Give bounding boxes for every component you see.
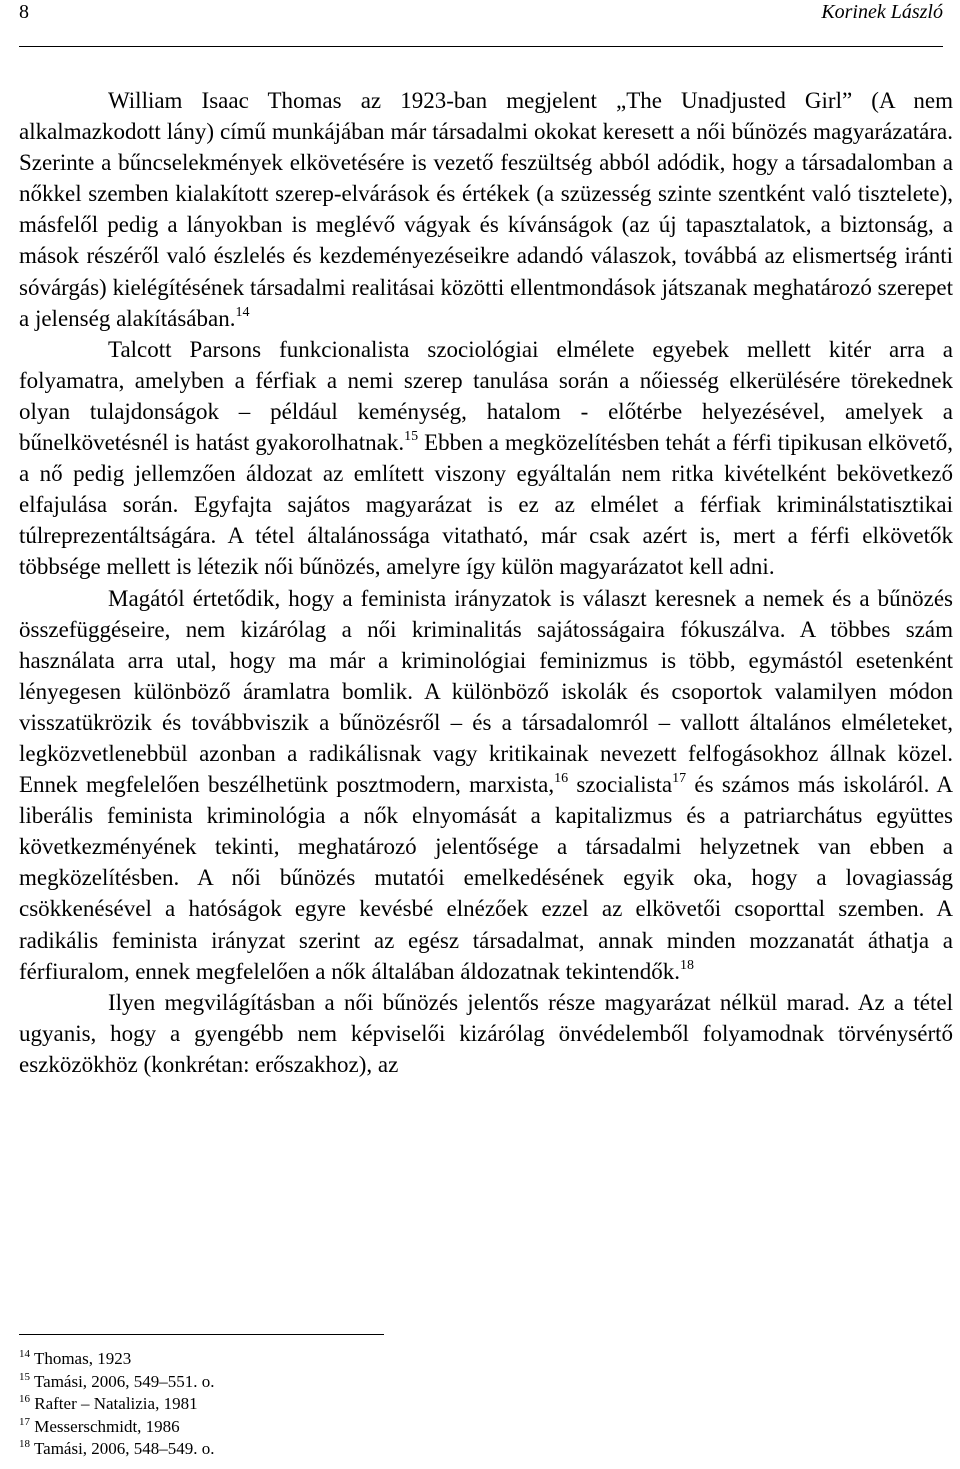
- paragraph-3: [19, 583, 953, 987]
- paragraph-1: [19, 85, 953, 334]
- footnote-text: Messerschmidt, 1986: [34, 1416, 180, 1436]
- footnote-16: [19, 1393, 919, 1416]
- text-run: és számos más iskoláról. A liberális feminista kriminológia a nők elnyomását a kapitalizmus és a patriarchátus együttes következményének tekinti, meghatározó jelentősége a társadalmi helyzetnek van ebben a megközelítésben. A női bűnözés mutatói emelkedésének egyik oka, hogy a lovagiasság csökkenésével a hatóságok egyre kevésbé elnézőek ezzel az elkövetői csoporttal szemben. A radikális feminista irányzat szerint az egész társadalmat, annak minden mozzanatát áthatja a férfiuralom, ennek megfelelően a nők általában áldozatnak tekintendők.: [19, 772, 954, 984]
- header-rule: [19, 46, 943, 47]
- paragraph-4: [19, 987, 953, 1080]
- footnote-rule: [19, 1334, 384, 1335]
- footnote-15: [19, 1371, 919, 1394]
- footnote-number: 14: [19, 1348, 30, 1360]
- footnote-text: Tamási, 2006, 548–549. o.: [33, 1439, 215, 1459]
- footnote-ref[interactable]: 14: [235, 304, 250, 320]
- body-text: [19, 85, 953, 1080]
- footnote-17: [19, 1416, 919, 1439]
- text-run: Talcott Parsons funkcionalista szociológiai elmélete egyebek mellett kitér arra a folyamatra, amelyben a férfiak a nemi szerep tanulása során a nőiesség elkerülésére törekednek olyan tulajdonságok – például keménység, hatalom - előtérbe helyezésével, amelyek a bűnelkövetésnél is hatást gyakorolhatnak.: [19, 336, 953, 456]
- footnote-14: [19, 1348, 919, 1371]
- text-run: William Isaac Thomas az 1923-ban megjelent „The Unadjusted Girl” (A nem alkalmazkodott lány) című munkájában már társadalmi okokat keresett a női bűnözés magyarázatára. Szerinte a bűncselekmények elkövetésére is vezető feszültség abból adódik, hogy a társadalomban a nőkkel szemben kialakított szerep-elvárások és értékek (a szüzesség szinte szentként való tisztelete), másfelől pedig a lányokban is meglévő vágyak és kívánságok (az új tapasztalatok, a biztonság, a mások részéről való észlelés és kezdeményezéseikre adandó válaszok, továbbá az elismertség iránti sóvárgás) kielégítésének társadalmi realitásai közötti ellentmondások játszanak meghatározó szerepet a jelenség alakításában.: [19, 88, 953, 331]
- text-run: Magától értetődik, hogy a feminista irányzatok is választ keresnek a nemek és a bűnözés összefüggéseire, nem kizárólag a női kriminalitás sajátosságaira fókuszálva. A többes szám használata arra utal, hogy ma már a kriminológiai feminizmus is több, egymástól esetenként lényegesen különböző áramlatra bomlik. A különböző iskolák és csoportok valamilyen módon visszatükrözik és továbbviszik a bűnözésről – és a társadalomról – vallott általános elméleteket, legközvetlenebbül azonban a radikálisnak vagy kritikainak nevezett felfogásokhoz állnak közel. Ennek megfelelően beszélhetünk posztmodern, marxista,: [19, 585, 953, 798]
- footnote-text: Tamási, 2006, 549–551. o.: [33, 1371, 215, 1391]
- footnote-number: 16: [19, 1393, 30, 1406]
- running-head: Korinek László: [821, 1, 943, 23]
- footnote-ref[interactable]: 18: [679, 957, 694, 973]
- text-run: szocialista: [568, 772, 673, 798]
- text-run: Ilyen megvilágításban a női bűnözés jelentős része magyarázat nélkül marad. Az a tétel ugyanis, hogy a gyengébb nem képviselői kizárólag önvédelemből folyamodnak törvénysértő eszközökhöz (konkrétan: erőszakhoz), az: [19, 989, 953, 1077]
- page-number: 8: [19, 1, 29, 23]
- footnote-number: 15: [19, 1370, 30, 1383]
- footnote-18: [19, 1438, 919, 1461]
- footnote-ref[interactable]: 15: [404, 429, 419, 445]
- footnote-ref[interactable]: 16: [554, 771, 569, 787]
- footnote-text: Thomas, 1923: [33, 1349, 132, 1368]
- footnote-ref[interactable]: 17: [672, 771, 687, 787]
- footnote-number: 17: [19, 1415, 30, 1428]
- paragraph-2: [19, 334, 953, 583]
- footnote-number: 18: [19, 1438, 30, 1451]
- text-run: Ebben a megközelítésben tehát a férfi tipikusan elkövető, a nő pedig jellemzően áldozat az említett viszony egyáltalán nem ritka kivételként bekövetkező elfajulása során. Egyfajta sajátos magyarázat is ez az elmélet a férfiak kriminálstatisztikai túlreprezentáltságára. A tétel általánossága vitatható, már csak azért is, mert a férfi elkövetők többsége mellett is létezik női bűnözés, amelyre így külön magyarázatot kell adni.: [19, 430, 954, 580]
- footnote-text: Rafter – Natalizia, 1981: [34, 1394, 198, 1414]
- footnotes: [19, 1348, 919, 1461]
